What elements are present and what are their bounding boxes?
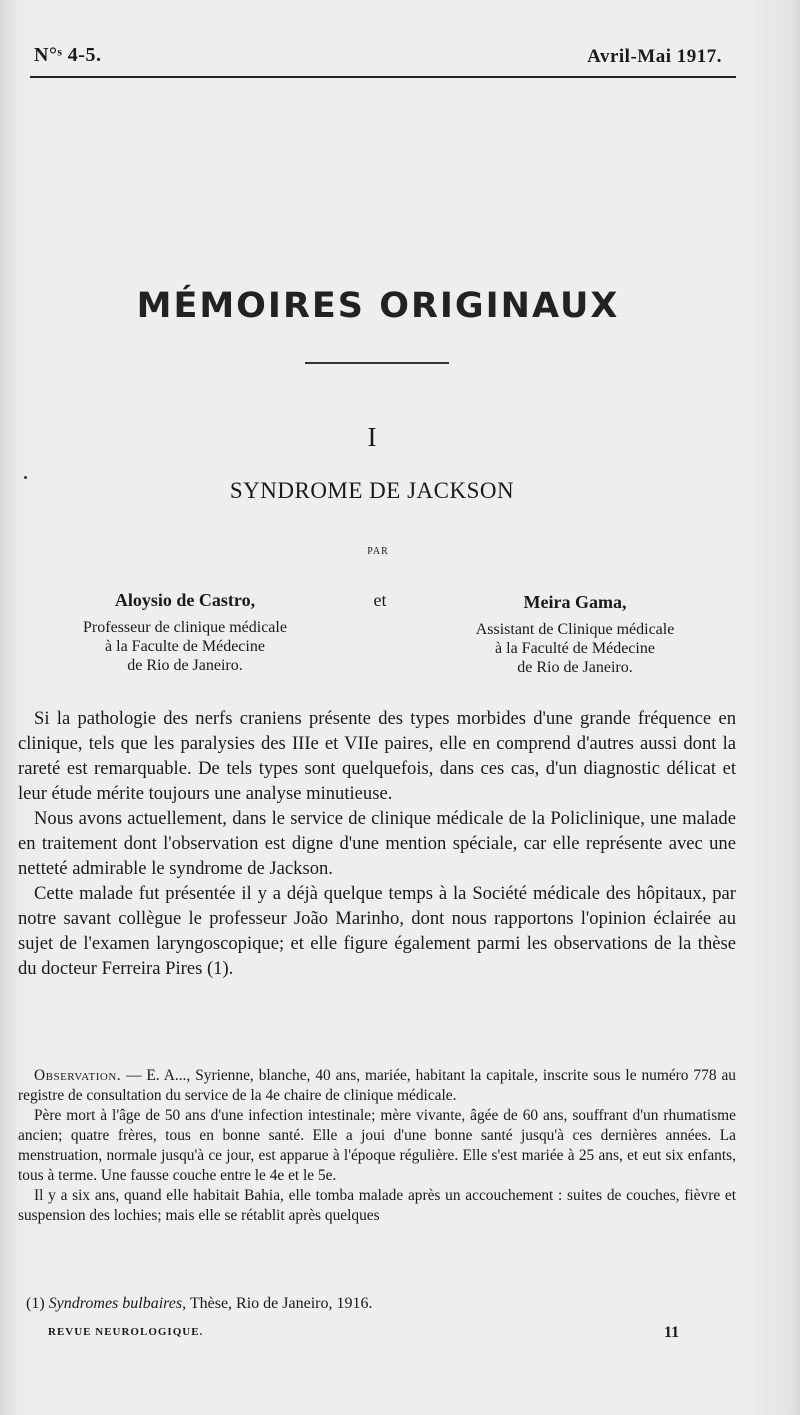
article-title: SYNDROME DE JACKSON <box>229 478 515 503</box>
footnote-marker: (1) <box>26 1295 45 1312</box>
affiliation-line: à la Faculté de Médecine <box>495 640 655 657</box>
author-conjunction: et <box>373 590 387 610</box>
affiliation-line: de Rio de Janeiro. <box>127 657 243 674</box>
observation-label: Observation. <box>34 1067 122 1084</box>
title-rule <box>305 362 449 364</box>
observation-paragraph <box>18 1066 736 1106</box>
observation-block <box>18 1066 736 1226</box>
author-1-affiliation <box>40 618 330 675</box>
page-number: 11 <box>664 1324 680 1341</box>
byline-par: PAR <box>367 546 389 557</box>
author-2-affiliation <box>430 620 720 677</box>
affiliation-line: Assistant de Clinique médicale <box>475 621 675 638</box>
issue-number: N°ˢ 4-5. <box>34 44 102 66</box>
author-1-name: Aloysio de Castro, <box>114 590 256 610</box>
section-title: MÉMOIRES ORIGINAUX <box>136 286 620 326</box>
affiliation-line: Professeur de clinique médicale <box>83 619 287 636</box>
footnote <box>26 1295 372 1313</box>
header-rule <box>30 76 736 78</box>
author-2-name: Meira Gama, <box>523 592 627 612</box>
observation-paragraph: Père mort à l'âge de 50 ans d'une infection intestinale; mère vivante, âgée de 60 ans, souffrant d'un rhumatisme ancien; quatre frères, tous en bonne santé. Elle a joui d'une bonne santé jusqu'à ces dernières années. La menstruation, normale jusqu'à ce jour, est apparue à l'époque régulière. Elle s'est mariée à 25 ans, et eut six enfants, tous à terme. Une fausse couche entre le 4e et le 5e. <box>18 1107 736 1184</box>
affiliation-line: à la Faculte de Médecine <box>105 638 265 655</box>
observation-paragraph: Il y a six ans, quand elle habitait Bahia, elle tomba malade après un accouchement : suites de couches, fièvre et suspension des lochies; mais elle se rétablit après quelques <box>18 1187 736 1224</box>
body-paragraph: Cette malade fut présentée il y a déjà quelque temps à la Société médicale des hôpitaux, par notre savant collègue le professeur João Marinho, dont nous rapportons l'opinion éclairée au sujet de l'examen laryngoscopique; et elle figure également parmi les observations de la thèse du docteur Ferreira Pires (1). <box>18 883 736 979</box>
observation-text: — E. A..., Syrienne, blanche, 40 ans, mariée, habitant la capitale, inscrite sous le numéro 778 au registre de consultation du service de la 4e chaire de clinique médicale. <box>18 1067 736 1104</box>
issue-date: Avril-Mai 1917. <box>587 46 722 67</box>
footnote-title: Syndromes bulbaires, <box>48 1295 187 1312</box>
footnote-text: Thèse, Rio de Janeiro, 1916. <box>186 1295 373 1312</box>
article-body <box>18 706 736 981</box>
article-number: I <box>367 422 377 452</box>
body-paragraph: Si la pathologie des nerfs craniens présente des types morbides d'une grande fréquence en clinique, tels que les paralysies des IIIe et VIIe paires, elle en comprend d'autres aussi dont la rareté est remarquable. De tels types sont quelquefois, dans ces cas, d'un diagnostic délicat et leur étude mérite toujours une analyse minutieuse. <box>18 708 736 804</box>
body-paragraph: Nous avons actuellement, dans le service de clinique médicale de la Policlinique, une malade en traitement dont l'observation est digne d'une mention spéciale, car elle représente avec une netteté admirable le syndrome de Jackson. <box>18 808 736 879</box>
affiliation-line: de Rio de Janeiro. <box>517 659 633 676</box>
journal-name: REVUE NEUROLOGIQUE. <box>48 1326 204 1338</box>
